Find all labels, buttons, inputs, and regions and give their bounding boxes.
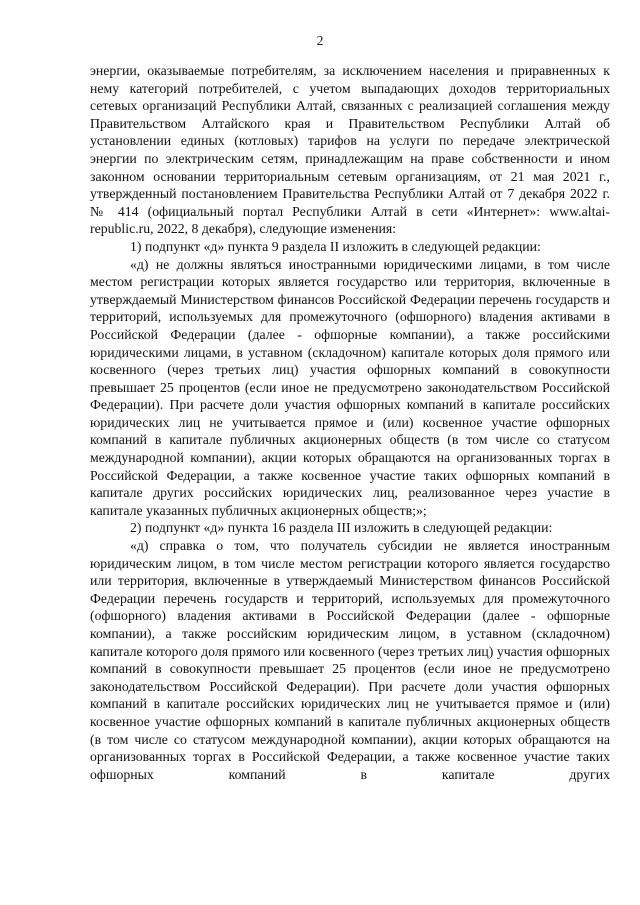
document-body <box>90 62 610 783</box>
paragraph-item-2-text: «д) справка о том, что получатель субсидии не является иностранным юридическим лицом, в том числе местом регистрации которого является государство или территория, включенные в утверждаемый Министерством финансов Российской Федерации перечень государств и территорий, используемых для промежуточного (офшорного) владения активами в Российской Федерации (далее - офшорные компании), а также российским юридическим лицом, в уставном (складочном) капитале которого доля прямого или косвенного (через третьих лиц) участия офшорных компаний в совокупности превышает 25 процентов (если иное не предусмотрено законодательством Российской Федерации). При расчете доли участия офшорных компаний в капитале российских юридических лиц не учитывается прямое и (или) косвенное участие офшорных компаний в капитале публичных акционерных обществ (в том числе со статусом международной компании), акции которых обращаются на организованных торгах в Российской Федерации, а также косвенное участие таких офшорных компаний в капитале других <box>90 538 610 782</box>
paragraph-item-1-heading: 1) подпункт «д» пункта 9 раздела II изложить в следующей редакции: <box>130 238 541 254</box>
page-number: 2 <box>316 33 324 48</box>
paragraph-intro: энергии, оказываемые потребителям, за исключением населения и приравненных к нему категорий потребителей, с учетом выпадающих доходов территориальных сетевых организаций Республики Алтай, связанных с реализацией соглашения между Правительством Алтайского края и Правительством Республики Алтай об установлении единых (котловых) тарифов на услуги по передаче электрической энергии по электрическим сетям, принадлежащим на праве собственности и ином законном основании территориальным сетевым организациям, от 21 мая 2021 г., утвержденный постановлением Правительства Республики Алтай от 7 декабря 2022 г. № 414 (официальный портал Республики Алтай в сети «Интернет»: www.altai-republic.ru, 2022, 8 декабря), следующие изменения: <box>90 63 610 237</box>
paragraph-item-2-heading: 2) подпункт «д» пункта 16 раздела III изложить в следующей редакции: <box>130 520 553 536</box>
paragraph-item-1-text: «д) не должны являться иностранными юридическими лицами, в том числе местом регистрации которых является государство или территория, включенные в утверждаемый Министерством финансов Российской Федерации перечень государств и территорий, используемых для промежуточного (офшорного) владения активами в Российской Федерации (далее - офшорные компании), а также российскими юридическими лицами, в уставном (складочном) капитале которых доля прямого или косвенного (через третьих лиц) участия офшорных компаний в совокупности превышает 25 процентов (если иное не предусмотрено законодательством Российской Федерации). При расчете доли участия офшорных компаний в капитале российских юридических лиц не учитывается прямое и (или) косвенное участие офшорных компаний в капитале публичных акционерных обществ (в том числе со статусом международной компании), акции которых обращаются на организованных торгах в Российской Федерации, а также косвенное участие таких офшорных компаний в капитале других российских юридических лиц, реализованное через участие в капитале указанных публичных акционерных обществ;»; <box>90 256 610 518</box>
